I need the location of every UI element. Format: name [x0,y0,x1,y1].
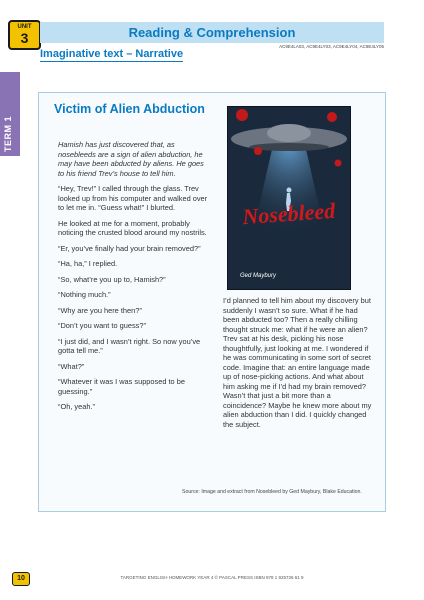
left-column [58,140,208,418]
story-paragraph: “Nothing much.” [58,290,111,299]
section-subtitle: Imaginative text – Narrative [40,48,184,60]
story-paragraph: “Ha, ha,” I replied. [58,259,118,268]
term-label: TERM 1 [3,115,13,152]
story-title: Victim of Alien Abduction [54,102,205,116]
book-cover [227,106,351,290]
book-cover-art [228,107,350,289]
story-paragraph: “Don’t you want to guess?” [58,321,146,330]
term-tab [0,72,20,156]
story-paragraph: I’d planned to tell him about my discovery but suddenly I wasn’t so sure. What if he had been abducted too? Then a really chilling thought struck me: what if he were an alien? Trev sat at his desk, picking his nose thoughtfully, just looking at me. I wondered if he was communicating in some sort of secret code. Imagine that: an entire language made up of nose-picking actions. And what about him asking me if I’d had my brain removed? Wasn’t that just a bit more than a coincidence? Maybe he knew more about my alien abduction than I did. I quickly changed the subject. [223,296,372,429]
story-paragraph: “Whatever it was I was supposed to be guessing.” [58,377,185,396]
story-paragraph: “Oh, yeah.” [58,402,95,411]
story-paragraph: “Why are you here then?” [58,305,142,315]
unit-number: 3 [20,30,29,46]
story-paragraph: “What?” [58,361,85,371]
story-paragraph: “Er, you’ve finally had your brain removed?” [58,243,201,253]
footer-text: TARGETING ENGLISH HOMEWORK YEAR 4 © PASCAL PRESS ISBN 978 1 925726 61 9 [120,575,304,580]
cover-author: Ged Maybury [240,273,277,279]
story-paragraph: “Hey, Trev!” I called through the glass. Trev looked up from his computer and walked over to let me in. “Guess what!” I blurted. [58,184,208,212]
unit-badge [8,20,41,50]
source-citation: Source: Image and extract from Nosebleed by Ged Maybury, Blake Education. [182,489,362,495]
title-bar [40,22,384,43]
story-paragraph: “So, what’re you up to, Hamish?” [58,274,166,284]
page-title: Reading & Comprehension [128,25,296,40]
story-paragraph: He looked at me for a moment, probably noticing the crusted blood around my nostrils. [58,218,207,237]
curriculum-codes: AC9E4LA03, AC9E4LY03, AC9E4LY04, AC9E4LY05 [279,44,384,49]
story-intro: Hamish has just discovered that, as nosebleeds are a sign of alien abduction, he may have been abducted by aliens. He goes to his friend Trev’s house to tell him. [58,140,204,178]
page-number: 10 [12,572,30,586]
cover-title: Nosebleed [241,197,336,230]
right-column [223,296,375,435]
story-paragraph: “I just did, and I wasn’t right. So now you’ve gotta tell me.” [58,336,201,355]
unit-label: UNIT [17,24,32,30]
